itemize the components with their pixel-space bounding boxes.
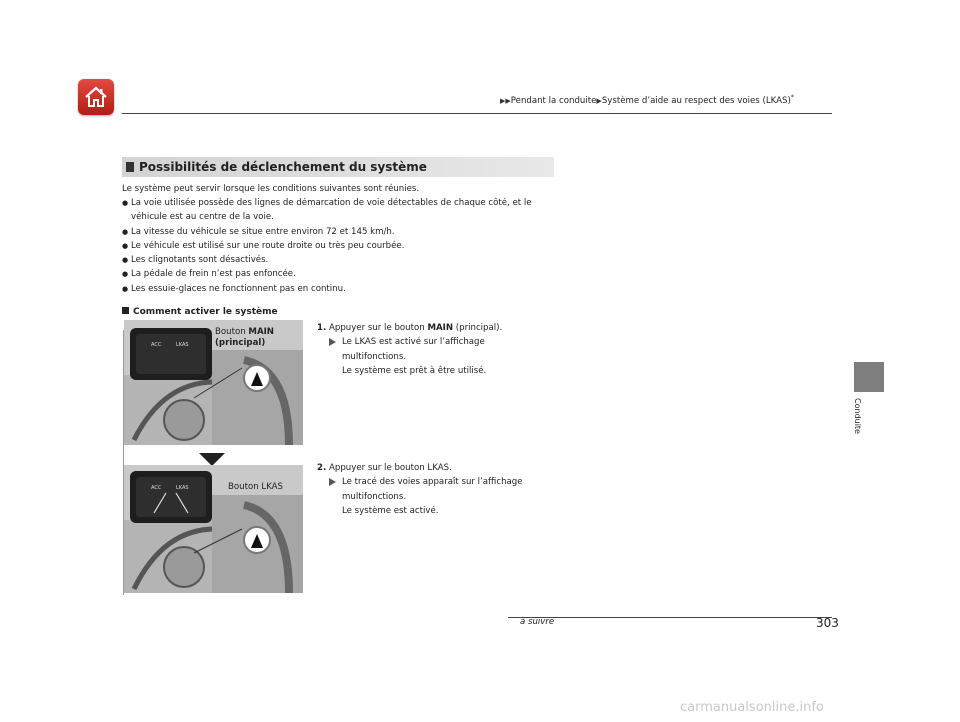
main-button-illustration xyxy=(124,320,303,445)
section-square-icon xyxy=(126,162,134,172)
lkas-label: LKAS xyxy=(176,485,189,491)
step-1: 1. Appuyer sur le bouton MAIN (principal). Le LKAS est activé sur l’affichage multifonctions. Le système est prêt à être utilisé. xyxy=(317,321,547,378)
breadcrumb: ▶▶Pendant la conduite▶Système d’aide au respect des voies (LKAS)* xyxy=(500,94,794,106)
chapter-tab[interactable] xyxy=(854,362,884,392)
asterisk: * xyxy=(790,94,794,101)
subsection-title: Comment activer le système xyxy=(122,307,278,317)
breadcrumb-item[interactable]: Pendant la conduite xyxy=(510,95,597,106)
page-number: 303 xyxy=(816,616,839,630)
square-bullet-icon xyxy=(122,307,129,314)
footer-rule xyxy=(508,617,832,618)
step-2: 2. Appuyer sur le bouton LKAS. Le tracé des voies apparaît sur l’affichage multifonctions. Le système est activé. xyxy=(317,461,547,518)
list-item: ● Les essuie-glaces ne fonctionnent pas en continu. xyxy=(122,282,562,296)
lkas-label: LKAS xyxy=(176,342,189,348)
result-arrow-icon xyxy=(329,478,336,486)
step-number: 2. xyxy=(317,463,327,473)
step-number: 1. xyxy=(317,323,327,333)
list-item: ● Le véhicule est utilisé sur une route droite ou très peu courbée. xyxy=(122,239,562,253)
list-item: ● La voie utilisée possède des lignes de démarcation de voie détectables de chaque côté, et le véhicule est au centre de la voie. xyxy=(122,196,562,225)
watermark: carmanualsonline.info xyxy=(680,700,824,715)
chapter-label[interactable]: Conduite xyxy=(853,398,862,434)
acc-label: ACC xyxy=(151,485,162,491)
intro-text: Le système peut servir lorsque les conditions suivantes sont réunies. xyxy=(122,184,420,194)
result-arrow-icon xyxy=(329,338,336,346)
list-item: ● La pédale de frein n’est pas enfoncée. xyxy=(122,267,562,281)
list-item: ● Les clignotants sont désactivés. xyxy=(122,253,562,267)
step-result: Le tracé des voies apparaît sur l’affichage multifonctions. Le système est activé. xyxy=(317,475,547,518)
step-result: Le LKAS est activé sur l’affichage multifonctions. Le système est prêt à être utilisé. xyxy=(317,335,547,378)
continued-label: à suivre xyxy=(520,617,555,627)
main-button-callout: Bouton MAIN (principal) xyxy=(215,327,274,348)
home-button[interactable] xyxy=(78,79,114,115)
breadcrumb-item[interactable]: Système d’aide au respect des voies (LKAS) xyxy=(601,95,791,106)
section-header xyxy=(122,157,554,177)
list-item: ● La vitesse du véhicule se situe entre environ 72 et 145 km/h. xyxy=(122,225,562,239)
header-rule xyxy=(122,113,832,114)
section-title: Possibilités de déclenchement du système xyxy=(139,160,427,174)
acc-label: ACC xyxy=(151,342,162,348)
lkas-button-callout: Bouton LKAS xyxy=(228,482,284,492)
conditions-list xyxy=(122,196,562,296)
home-icon xyxy=(83,84,109,110)
